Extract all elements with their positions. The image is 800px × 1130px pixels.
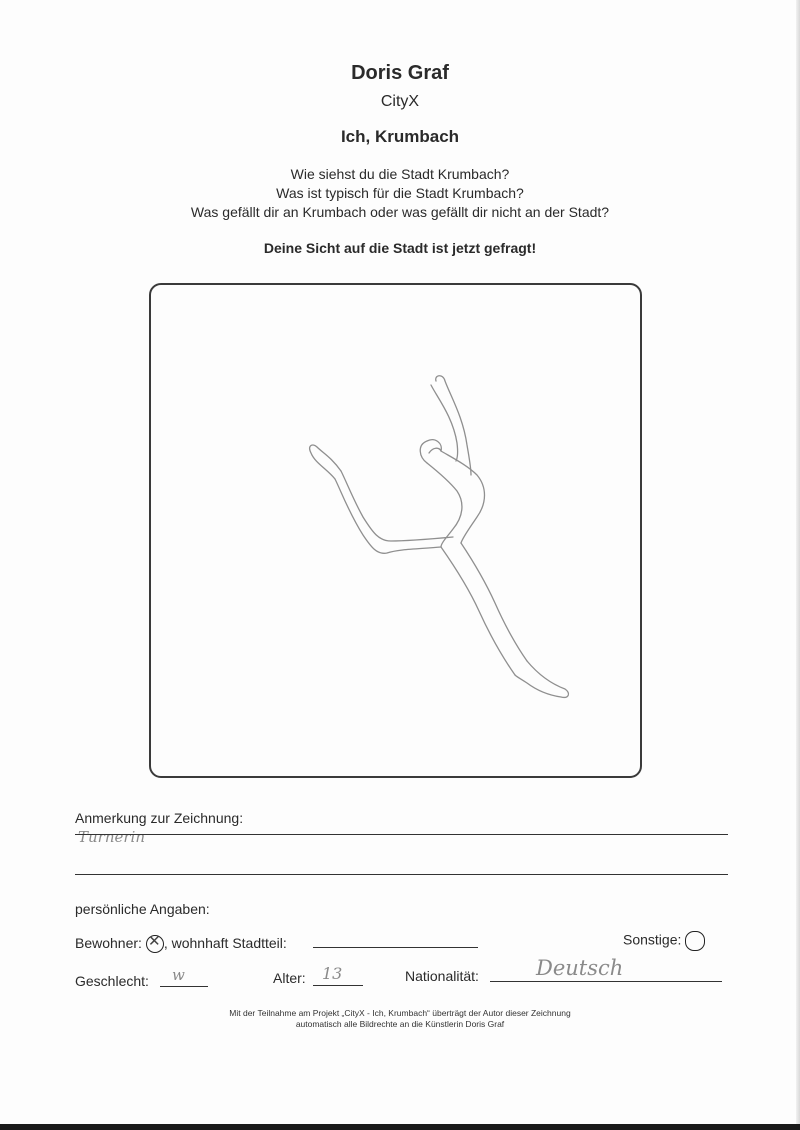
footer-line-1: Mit der Teilnahme am Projekt „CityX - Ich, Krumbach“ überträgt der Autor dieser Zeichnung xyxy=(229,1008,571,1018)
other-checkbox[interactable] xyxy=(685,931,705,951)
age-label: Alter: xyxy=(273,970,306,986)
nationality-value[interactable]: Deutsch xyxy=(536,956,624,980)
artist-name: Doris Graf xyxy=(351,62,449,84)
nationality-line xyxy=(490,981,722,982)
question-1: Wie siehst du die Stadt Krumbach? xyxy=(290,166,510,182)
gender-value[interactable]: w xyxy=(172,966,185,984)
dancer-figure xyxy=(310,376,569,698)
personal-heading: persönliche Angaben: xyxy=(75,901,210,917)
footer-line-2: automatisch alle Bildrechte an die Künstlerin Doris Graf xyxy=(295,1019,505,1029)
resident-check-mark: ✕ xyxy=(148,933,161,951)
resident-label: Bewohner: xyxy=(75,935,142,951)
question-2: Was ist typisch für die Stadt Krumbach? xyxy=(276,185,524,201)
scan-edge-bottom xyxy=(0,1124,800,1130)
other-row xyxy=(623,931,705,951)
dancer-sketch xyxy=(151,285,644,780)
district-line xyxy=(313,947,478,948)
annotation-line-1 xyxy=(75,834,728,835)
other-label: Sonstige: xyxy=(623,931,682,948)
district-label: , wohnhaft Stadtteil: xyxy=(163,935,287,951)
resident-checkbox[interactable] xyxy=(146,935,164,953)
gender-line xyxy=(160,986,208,987)
gender-label: Geschlecht: xyxy=(75,973,149,989)
drawing-frame xyxy=(149,283,642,778)
question-3: Was gefällt dir an Krumbach oder was gefällt dir nicht an der Stadt? xyxy=(190,204,610,220)
resident-row xyxy=(75,935,287,953)
project-name: CityX xyxy=(380,93,420,110)
scan-shadow-right xyxy=(796,0,800,1124)
call-to-action: Deine Sicht auf die Stadt ist jetzt gefragt! xyxy=(263,240,537,256)
age-line xyxy=(313,985,363,986)
form-subtitle: Ich, Krumbach xyxy=(340,127,460,146)
nationality-label: Nationalität: xyxy=(405,968,479,984)
footer-notice xyxy=(0,1008,800,1030)
age-value[interactable]: 13 xyxy=(322,964,343,983)
annotation-line-2 xyxy=(75,874,728,875)
annotation-value[interactable]: Turnerin xyxy=(78,828,146,846)
annotation-label: Anmerkung zur Zeichnung: xyxy=(75,810,244,826)
